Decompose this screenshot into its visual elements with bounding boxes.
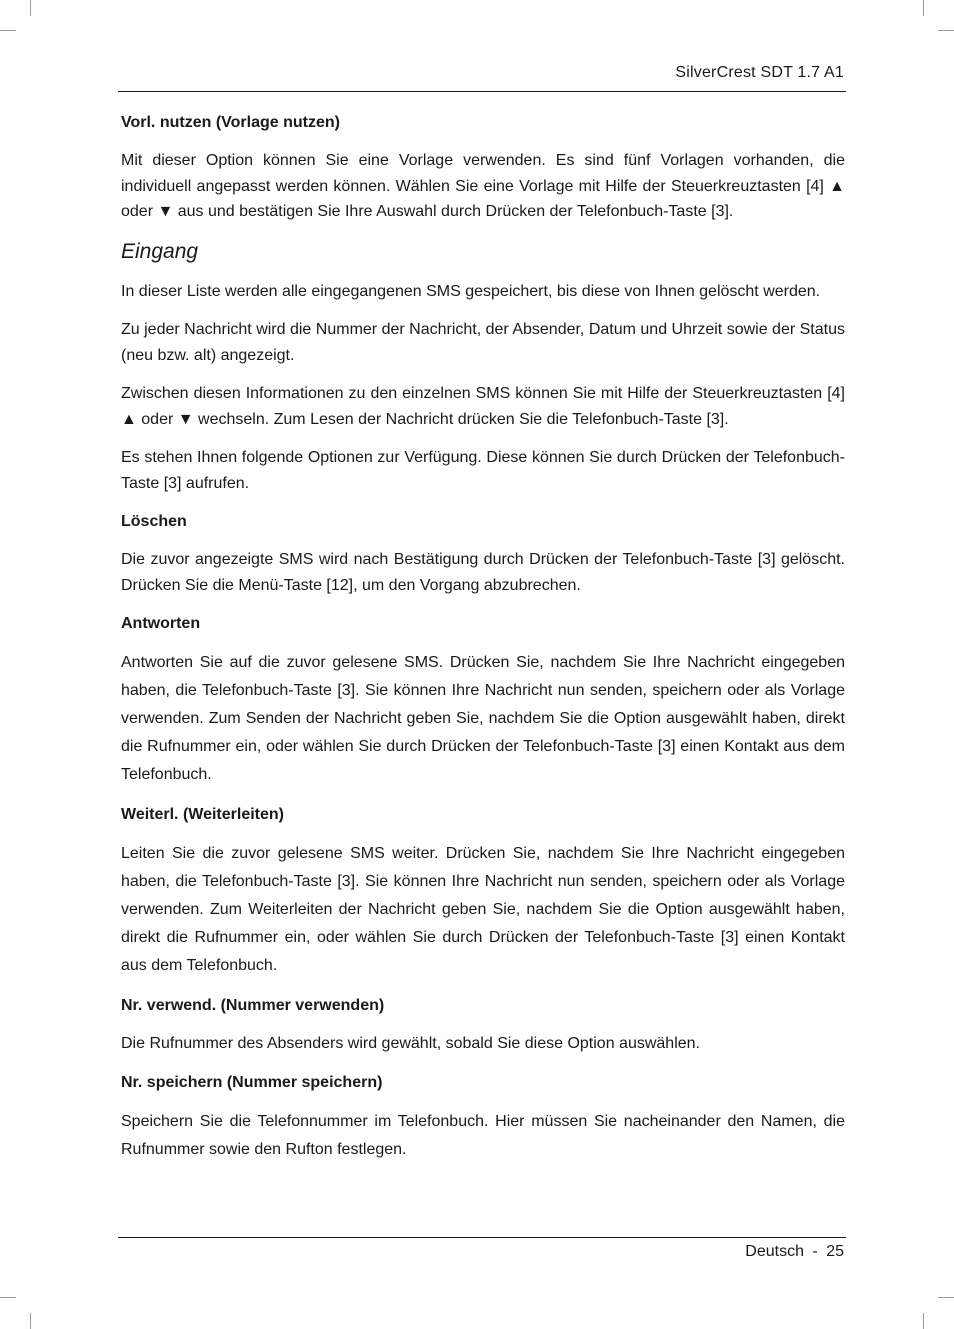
body-paragraph: Die Rufnummer des Absenders wird gewählt, sobald Sie diese Option auswählen.	[121, 1035, 700, 1052]
header-rule	[118, 91, 846, 92]
body-paragraph: Speichern Sie die Telefonnummer im Telefonbuch. Hier müssen Sie nacheinander den Namen, die Rufnummer sowie den Rufton festlegen.	[121, 1112, 845, 1158]
crop-mark	[923, 1313, 924, 1329]
page-content	[121, 110, 845, 1177]
body-paragraph: Zu jeder Nachricht wird die Nummer der Nachricht, der Absender, Datum und Uhrzeit sowie der Status (neu bzw. alt) angezeigt.	[121, 321, 845, 364]
body-paragraph: Die zuvor angezeigte SMS wird nach Bestätigung durch Drücken der Telefonbuch-Taste [3] gelöscht. Drücken Sie die Menü-Taste [12], um den Vorgang abzubrechen.	[121, 551, 845, 594]
section-heading: Löschen	[121, 513, 187, 530]
body-paragraph: Leiten Sie die zuvor gelesene SMS weiter. Drücken Sie, nachdem Sie Ihre Nachricht eingegeben haben, die Telefonbuch-Taste [3]. Sie können Ihre Nachricht nun senden, speichern oder als Vorlage verwenden. Zum Weiterleiten der Nachricht geben Sie, nachdem Sie die Option ausgewählt haben, direkt die Rufnummer ein, oder wählen Sie durch Drücken der Telefonbuch-Taste [3] einen Kontakt aus dem Telefonbuch.	[121, 845, 845, 974]
body-paragraph: In dieser Liste werden alle eingegangenen SMS gespeichert, bis diese von Ihnen gelöscht werden.	[121, 282, 821, 300]
section-heading: Antworten	[121, 615, 201, 632]
section-title: Eingang	[121, 239, 199, 263]
crop-mark	[938, 30, 954, 31]
crop-mark	[938, 1297, 954, 1298]
crop-mark	[923, 0, 924, 16]
crop-mark	[30, 1313, 31, 1329]
body-paragraph: Antworten Sie auf die zuvor gelesene SMS. Drücken Sie, nachdem Sie Ihre Nachricht eingegeben haben, die Telefonbuch-Taste [3]. Sie können Ihre Nachricht nun senden, speichern oder als Vorlage verwenden. Zum Senden der Nachricht geben Sie, nachdem Sie die Option ausgewählt haben, direkt die Rufnummer ein, oder wählen Sie durch Drücken der Telefonbuch-Taste [3] einen Kontakt aus dem Telefonbuch.	[121, 654, 845, 783]
footer-rule	[118, 1237, 846, 1238]
section-heading: Weiterl. (Weiterleiten)	[121, 806, 284, 823]
running-header: SilverCrest SDT 1.7 A1	[675, 64, 844, 81]
crop-mark	[0, 30, 16, 31]
page-number: 25	[826, 1243, 844, 1260]
section-heading: Nr. speichern (Nummer speichern)	[121, 1073, 383, 1091]
body-paragraph: Es stehen Ihnen folgende Optionen zur Verfügung. Diese können Sie durch Drücken der Telefonbuch-Taste [3] aufrufen.	[121, 449, 845, 492]
section-heading: Vorl. nutzen (Vorlage nutzen)	[121, 114, 340, 131]
crop-mark	[0, 1297, 16, 1298]
body-paragraph: Zwischen diesen Informationen zu den einzelnen SMS können Sie mit Hilfe der Steuerkreuztasten [4] ▲ oder ▼ wechseln. Zum Lesen der Nachricht drücken Sie die Telefonbuch-Taste [3].	[121, 385, 845, 428]
footer-language: Deutsch	[745, 1243, 804, 1260]
crop-mark	[30, 0, 31, 16]
footer-separator: -	[812, 1243, 818, 1260]
page-footer	[745, 1243, 844, 1261]
body-paragraph: Mit dieser Option können Sie eine Vorlage verwenden. Es sind fünf Vorlagen vorhanden, die individuell angepasst werden können. Wählen Sie eine Vorlage mit Hilfe der Steuerkreuztasten [4] ▲ oder ▼ aus und bestätigen Sie Ihre Auswahl durch Drücken der Telefonbuch-Taste [3].	[121, 152, 845, 220]
section-heading: Nr. verwend. (Nummer verwenden)	[121, 997, 385, 1014]
